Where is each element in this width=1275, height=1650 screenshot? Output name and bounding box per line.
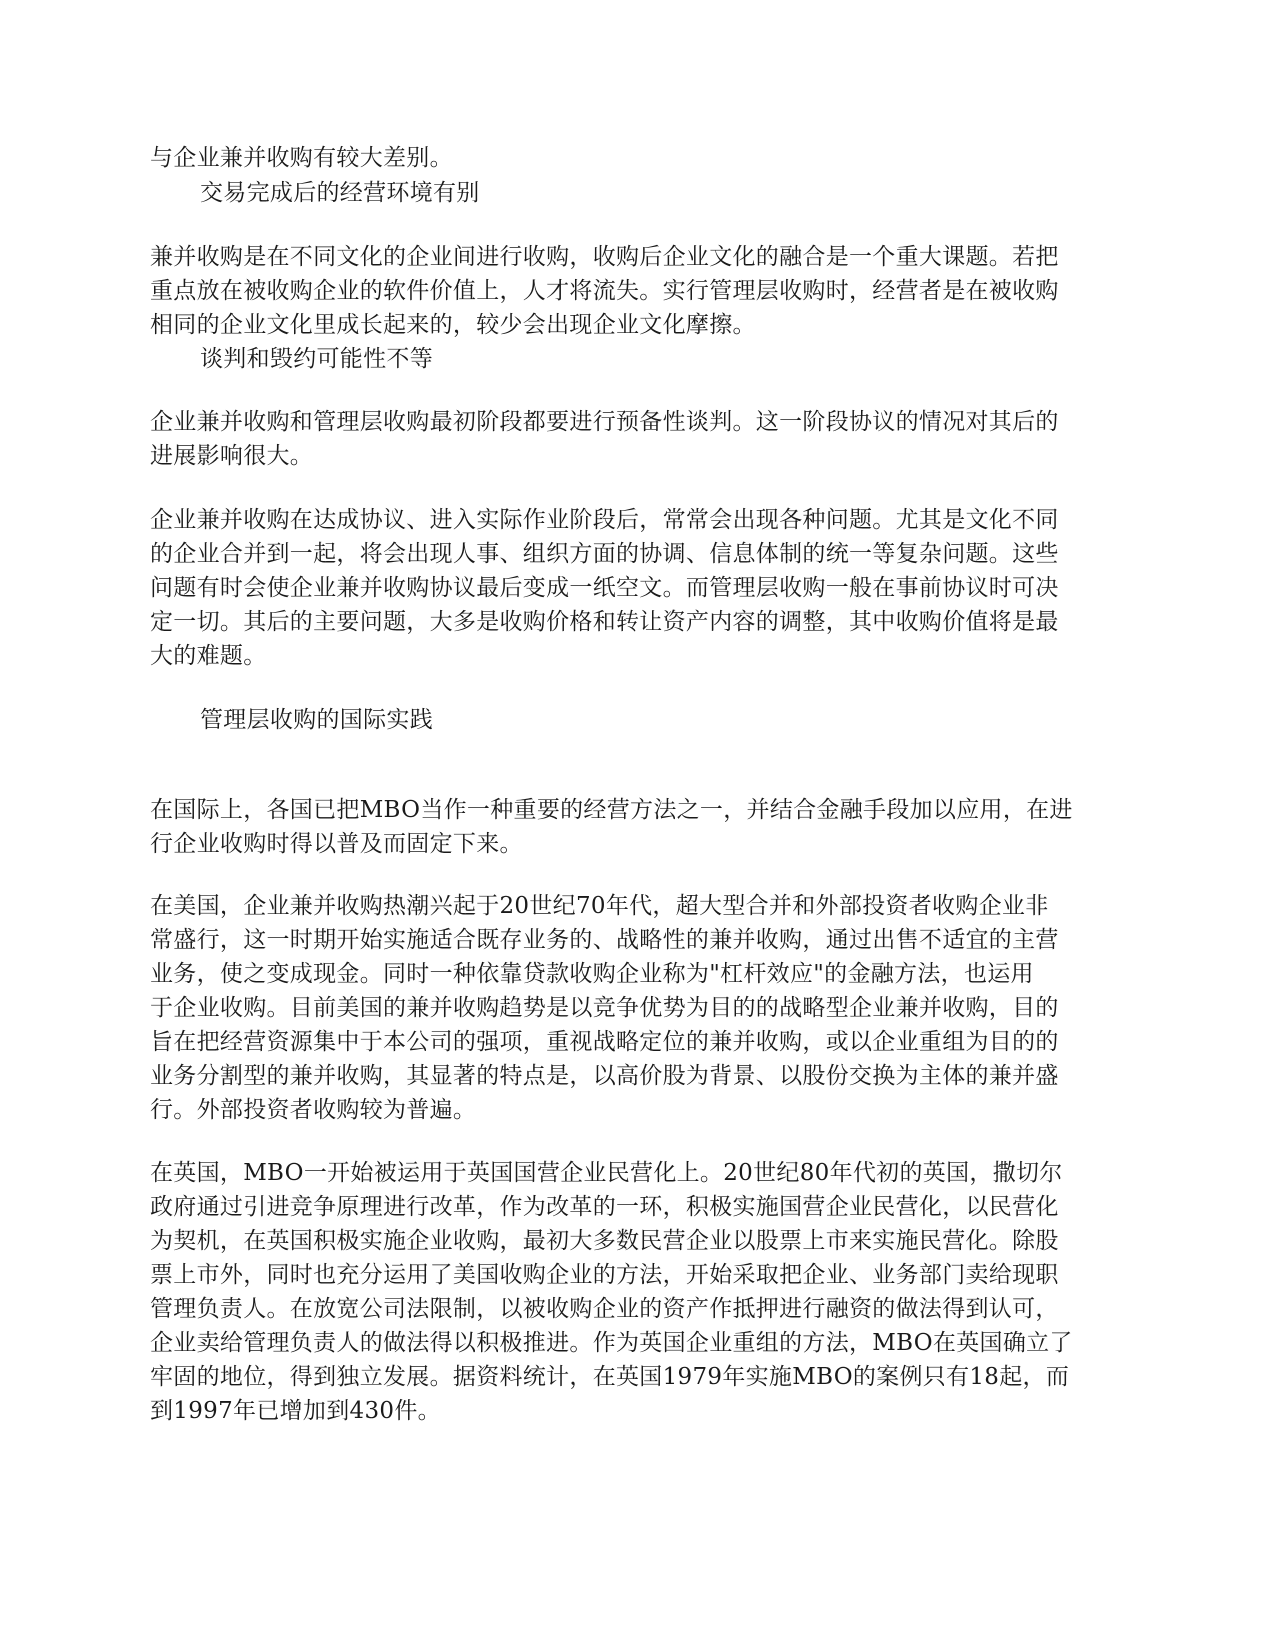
- text-line: 在国际上，各国已把MBO当作一种重要的经营方法之一，并结合金融手段加以应用，在进: [150, 797, 1073, 823]
- section-heading: 管理层收购的国际实践: [200, 707, 433, 733]
- text-line: 企业兼并收购和管理层收购最初阶段都要进行预备性谈判。这一阶段协议的情况对其后的: [150, 409, 1059, 435]
- text-line: 常盛行，这一时期开始实施适合既存业务的、战略性的兼并收购，通过出售不适宜的主营: [150, 927, 1059, 953]
- text-line: 在美国，企业兼并收购热潮兴起于20世纪70年代，超大型合并和外部投资者收购企业非: [150, 893, 1049, 919]
- text-line: 旨在把经营资源集中于本公司的强项，重视战略定位的兼并收购，或以企业重组为目的的: [150, 1029, 1059, 1055]
- text-line: 相同的企业文化里成长起来的，较少会出现企业文化摩擦。: [150, 312, 756, 338]
- text-line: 行。外部投资者收购较为普遍。: [150, 1097, 477, 1123]
- text-line: 定一切。其后的主要问题，大多是收购价格和转让资产内容的调整，其中收购价值将是最: [150, 609, 1059, 635]
- text-line: 的企业合并到一起，将会出现人事、组织方面的协调、信息体制的统一等复杂问题。这些: [150, 541, 1059, 567]
- text-line: 业务分割型的兼并收购，其显著的特点是，以高价股为背景、以股份交换为主体的兼并盛: [150, 1063, 1059, 1089]
- section-heading: 谈判和毁约可能性不等: [200, 346, 433, 372]
- text-line: 问题有时会使企业兼并收购协议最后变成一纸空文。而管理层收购一般在事前协议时可决: [150, 575, 1059, 601]
- section-heading: 交易完成后的经营环境有别: [200, 180, 480, 206]
- text-line: 在英国，MBO一开始被运用于英国国营企业民营化上。20世纪80年代初的英国，撒切尔: [150, 1160, 1063, 1186]
- text-line: 企业卖给管理负责人的做法得以积极推进。作为英国企业重组的方法，MBO在英国确立了: [150, 1330, 1073, 1356]
- text-line: 为契机，在英国积极实施企业收购，最初大多数民营企业以股票上市来实施民营化。除股: [150, 1228, 1059, 1254]
- text-line: 政府通过引进竞争原理进行改革，作为改革的一环，积极实施国营企业民营化，以民营化: [150, 1194, 1059, 1220]
- text-line: 大的难题。: [150, 643, 267, 669]
- text-line: 企业兼并收购在达成协议、进入实际作业阶段后，常常会出现各种问题。尤其是文化不同: [150, 507, 1059, 533]
- text-line: 业务，使之变成现金。同时一种依靠贷款收购企业称为"杠杆效应"的金融方法，也运用: [150, 961, 1034, 987]
- text-line: 进展影响很大。: [150, 443, 314, 469]
- text-line: 于企业收购。目前美国的兼并收购趋势是以竞争优势为目的的战略型企业兼并收购，目的: [150, 995, 1059, 1021]
- text-line: 兼并收购是在不同文化的企业间进行收购，收购后企业文化的融合是一个重大课题。若把: [150, 244, 1059, 270]
- text-line: 管理负责人。在放宽公司法限制，以被收购企业的资产作抵押进行融资的做法得到认可，: [150, 1296, 1059, 1322]
- text-line: 与企业兼并收购有较大差别。: [150, 145, 453, 171]
- text-line: 票上市外，同时也充分运用了美国收购企业的方法，开始采取把企业、业务部门卖给现职: [150, 1262, 1059, 1288]
- text-line: 牢固的地位，得到独立发展。据资料统计，在英国1979年实施MBO的案例只有18起，而: [150, 1364, 1070, 1390]
- text-line: 行企业收购时得以普及而固定下来。: [150, 831, 523, 857]
- text-line: 重点放在被收购企业的软件价值上，人才将流失。实行管理层收购时，经营者是在被收购: [150, 278, 1059, 304]
- text-line: 到1997年已增加到430件。: [150, 1398, 441, 1424]
